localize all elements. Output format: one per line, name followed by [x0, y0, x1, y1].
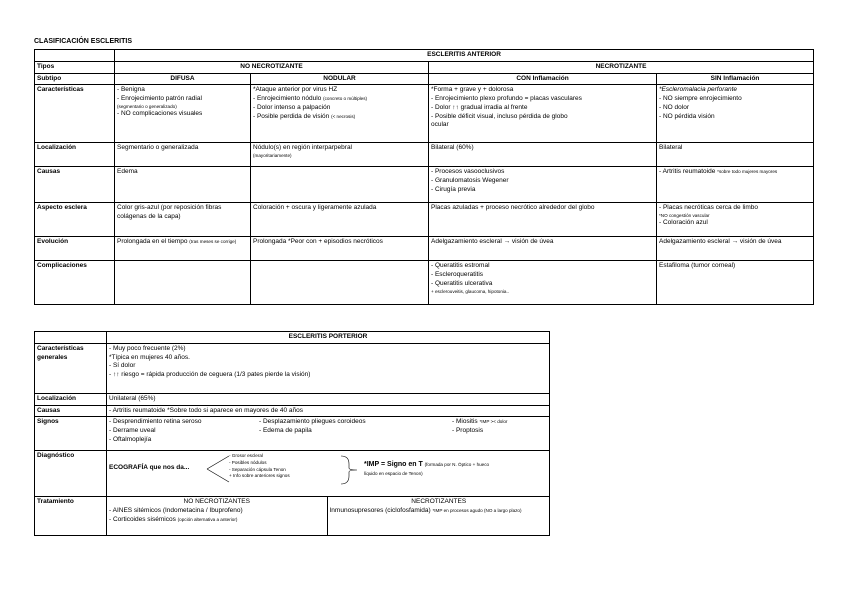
- cell-aspecto-nodular: Coloración + oscura y ligeramente azulada: [251, 203, 429, 237]
- posterior-header: ESCLERITIS PORTERIOR: [107, 332, 550, 344]
- subtipo-con-inflamacion: CON Inflamación: [429, 73, 657, 85]
- trat-no-necrotizantes: NO NECROTIZANTES - AINES sitémicos (Indometacina / Ibuprofeno) - Corticoides sisémicos (opción alternativa a anterior): [107, 497, 327, 535]
- ecografia-label: ECOGRAFÍA que nos da...: [109, 464, 190, 472]
- brace-icon: [339, 454, 361, 486]
- cell-localizacion-sin: Bilateral: [657, 143, 814, 167]
- tratamiento-table: [107, 497, 550, 535]
- document-title: CLASIFICACIÓN ESCLERITIS: [34, 38, 133, 45]
- cell-signos: - Desprendimiento retina seroso - Derrame uveal - Oftalmoplejía - Desplazamiento pliegues coroideos - Edema de papila - Miositis *IMP >< dolor - Proptosis: [107, 417, 550, 451]
- cell-evolucion-difusa: Prolongada en el tiempo (tras meses se corrige): [115, 237, 251, 261]
- cell-evolucion-sin: Adelgazamiento escleral → visión de úvea: [657, 237, 814, 261]
- cell-caracteristicas-nodular: *Ataque anterior por virus HZ - Enrojecimiento nódulo (concreto o múltiples) - Dolor intenso a palpación - Posible perdida de visión (< necrosis): [251, 85, 429, 143]
- subtipo-difusa: DIFUSA: [115, 73, 251, 85]
- cell-aspecto-con: Placas azuladas + proceso necrótico alrededor del globo: [429, 203, 657, 237]
- cell-caracteristicas-generales: - Muy poco frecuente (2%) *Típica en mujeres 40 años. - Sí dolor - ↑↑ riesgo = rápida producción de ceguera (1/3 pates pierde la visión): [107, 343, 550, 393]
- cell-complicaciones-sin: Estafiloma (tumor corneal): [657, 261, 814, 305]
- row-label-signos: Signos: [35, 417, 107, 451]
- cell-caracteristicas-difusa: - Benigna - Enrojecimiento patrón radial (segmentario o generalizado) - NO complicaciones visuales: [115, 85, 251, 143]
- trat-necrotizantes: NECROTIZANTES Inmunosupresores (ciclofosfamida) *IMP en procesos agudo (NO a largo plazo): [329, 498, 522, 515]
- cell-evolucion-con: Adelgazamiento escleral → visión de úvea: [429, 237, 657, 261]
- row-label-caracteristicas-generales: Características generales: [35, 343, 107, 393]
- cell-causas-posterior: - Artritis reumatoide *Sobre todo si aparece en mayores de 40 años: [107, 405, 550, 417]
- subtipo-sin-inflamacion: SIN Inflamación: [657, 73, 814, 85]
- anterior-header: ESCLERITIS ANTERIOR: [115, 50, 814, 62]
- anterior-table: [34, 49, 814, 305]
- row-label-tratamiento: Tratamiento: [35, 497, 107, 536]
- row-label-caracteristicas: Características: [35, 85, 115, 143]
- cell-localizacion-nodular: Nódulo(s) en región interparpebral (mayoritariamente): [251, 143, 429, 167]
- cell-complicaciones-difusa: [115, 261, 251, 305]
- row-label-localizacion-posterior: Localización: [35, 393, 107, 405]
- cell-causas-difusa: Edema: [115, 167, 251, 203]
- necrotizante-header: NECROTIZANTE: [429, 61, 814, 73]
- cell-causas-con: - Procesos vasooclusivos - Granulomatosis Wegener - Cirugía previa: [429, 167, 657, 203]
- row-label-subtipo: Subtipo: [35, 73, 115, 85]
- cell-localizacion-difusa: Segmentario o generalizada: [115, 143, 251, 167]
- blank-cell-posterior: [35, 332, 107, 344]
- blank-cell: [35, 50, 115, 62]
- cell-complicaciones-con: - Queratitis estromal - Escleroqueratitis - Queratitis ulcerativa + esclerouveitis, glaucoma, hipotonia..: [429, 261, 657, 305]
- cell-aspecto-difusa: Color gris-azul (por reposición fibras colágenas de la capa): [115, 203, 251, 237]
- cell-localizacion-con: Bilateral (60%): [429, 143, 657, 167]
- row-label-aspecto: Aspecto esclera: [35, 203, 115, 237]
- cell-causas-nodular: [251, 167, 429, 203]
- subtipo-nodular: NODULAR: [251, 73, 429, 85]
- cell-diagnostico: [107, 451, 550, 497]
- row-label-causas-posterior: Causas: [35, 405, 107, 417]
- cell-caracteristicas-sin: *Escleromalacia perforante - NO siempre enrojecimiento - NO dolor - NO pérdida visión: [657, 85, 814, 143]
- cell-localizacion-posterior: Unilateral (65%): [107, 393, 550, 405]
- cell-caracteristicas-con: *Forma + grave y + dolorosa - Enrojecimiento plexo profundo = placas vasculares - Dolor ↑↑ gradual irradia al frente - Posible déficit visual, incluso pérdida de globo ocular: [429, 85, 657, 143]
- cell-complicaciones-nodular: [251, 261, 429, 305]
- row-label-causas: Causas: [35, 167, 115, 203]
- imp-signo-t: *IMP = Signo en T (formada por N. Óptico + hueco líquido en espacio de Tenon): [364, 461, 490, 477]
- row-label-complicaciones: Complicaciones: [35, 261, 115, 305]
- cell-evolucion-nodular: Prolongada *Peor con + episodios necróticos: [251, 237, 429, 261]
- no-necrotizante-header: NO NECROTIZANTE: [115, 61, 429, 73]
- cell-causas-sin: - Artritis reumatoide *sobre todo mujeres mayores: [657, 167, 814, 203]
- row-label-diagnostico: Diagnóstico: [35, 451, 107, 497]
- posterior-table: [34, 331, 550, 536]
- row-label-evolucion: Evolución: [35, 237, 115, 261]
- cell-tratamiento: [107, 497, 550, 536]
- cell-aspecto-sin: - Placas necróticas cerca de limbo *NO congestión vascular - Coloración azul: [657, 203, 814, 237]
- row-label-localizacion: Localización: [35, 143, 115, 167]
- ecografia-list: - Grosor escleral - Posibles nódulos - Separación cápsula Tenon + Info sobre anteriores signos: [229, 453, 290, 479]
- row-label-tipos: Tipos: [35, 61, 115, 73]
